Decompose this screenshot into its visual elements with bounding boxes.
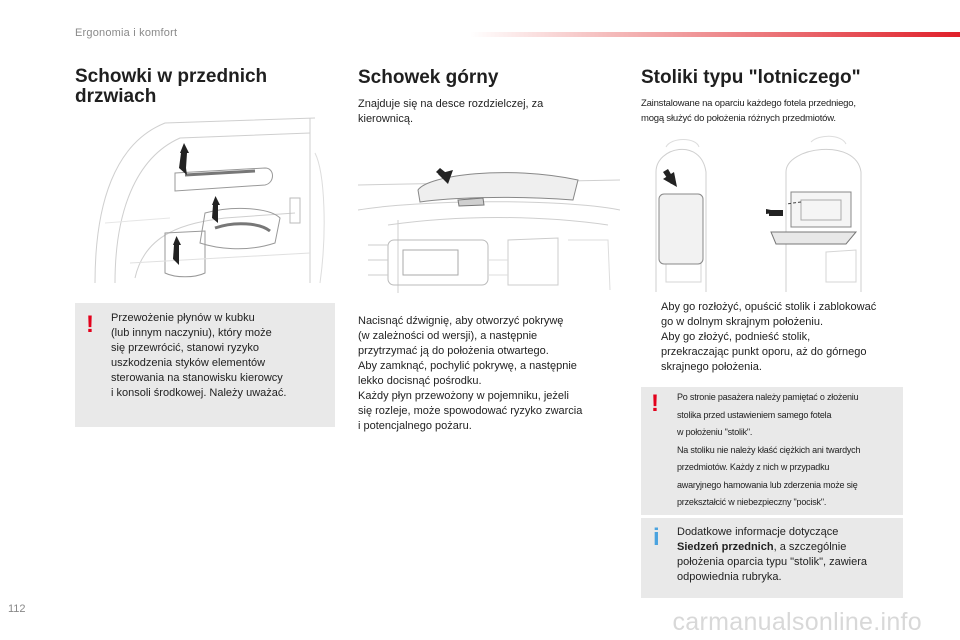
text-line: Aby zamknąć, pochylić pokrywę, a następnie <box>358 360 577 372</box>
upper-storage-title: Schowek górny <box>358 67 499 88</box>
front-seats-info-box <box>641 518 903 598</box>
text-fragment: , a szczególnie <box>773 541 847 553</box>
text-line: Aby go złożyć, podnieść stolik, <box>661 331 811 343</box>
text-line: Na stoliku nie należy kłaść ciężkich ani twardych <box>677 444 861 455</box>
table-instructions-list <box>641 300 911 375</box>
text-line: się rozleje, może spowodować ryzyko zwarcia <box>358 405 583 417</box>
door-storage-illustration <box>75 113 335 291</box>
bullet-icon <box>641 330 661 375</box>
text-line: Znajduje się na desce rozdzielczej, za <box>358 98 544 110</box>
text-line: (w zależności od wersji), a następnie <box>358 330 538 342</box>
seat-table-illustration <box>641 132 903 294</box>
text-line: kierownicą. <box>358 113 414 125</box>
warning-icon: ! <box>86 311 94 338</box>
warning-icon: ! <box>651 390 659 417</box>
info-icon: i <box>653 524 660 551</box>
header-accent-bar <box>470 32 960 37</box>
upper-storage-instructions <box>358 314 620 434</box>
text-line: i potencjalnego pożaru. <box>358 420 472 432</box>
text-line: Po stronie pasażera należy pamiętać o złożeniu <box>677 392 859 402</box>
section-header: Ergonomia i komfort <box>75 27 178 39</box>
passenger-table-warning-text <box>677 389 899 512</box>
text-line: Każdy płyn przewożony w pojemniku, jeżeli <box>358 390 569 402</box>
bullet-icon <box>641 300 661 330</box>
text-line: Dodatkowe informacje dotyczące <box>677 526 839 538</box>
text-line: przekraczając punkt oporu, aż do górnego <box>661 346 867 358</box>
upper-storage-intro <box>358 97 620 127</box>
door-storage-title: Schowki w przednich drzwiach <box>75 66 268 107</box>
text-line <box>677 540 899 555</box>
text-line: i konsoli środkowej. Należy uważać. <box>111 387 287 399</box>
text-line: przekształcić w niebezpieczny "pocisk". <box>677 497 827 507</box>
passenger-table-warning-box <box>641 387 903 515</box>
text-line: skrajnego położenia. <box>661 361 762 373</box>
list-item <box>641 300 911 330</box>
page-number: 112 <box>8 603 26 615</box>
text-line: mogą służyć do położenia różnych przedmiotów. <box>641 113 836 124</box>
watermark: carmanualsonline.info <box>672 608 922 636</box>
seats-link-text: Siedzeń przednich <box>677 541 774 553</box>
text-line: Przewożenie płynów w kubku <box>111 312 255 324</box>
text-line: uszkodzenia styków elementów <box>111 357 266 369</box>
fluid-warning-text <box>111 311 331 401</box>
text-line: położenia oparcia typu "stolik", zawiera <box>677 556 868 568</box>
text-line: stolika przed ustawieniem samego fotela <box>677 409 832 420</box>
airline-tables-title: Stoliki typu "lotniczego" <box>641 67 861 88</box>
text-line: sterowania na stanowisku kierowcy <box>111 372 283 384</box>
list-item <box>641 330 911 375</box>
text-line: się przewrócić, stanowi ryzyko <box>111 342 259 354</box>
text-line: Zainstalowane na oparciu każdego fotela przedniego, <box>641 98 856 109</box>
text-line: Nacisnąć dźwignię, aby otworzyć pokrywę <box>358 315 564 327</box>
text-line: odpowiednia rubryka. <box>677 571 782 583</box>
text-line: lekko docisnąć pośrodku. <box>358 375 482 387</box>
text-line: go w dolnym skrajnym położeniu. <box>661 316 824 328</box>
airline-tables-intro <box>641 96 911 126</box>
text-line: awaryjnego hamowania lub zderzenia może się <box>677 479 858 490</box>
text-line: w położeniu "stolik". <box>677 427 753 437</box>
text-line: przedmiotów. Każdy z nich w przypadku <box>677 462 830 472</box>
front-seats-info-text <box>677 525 899 585</box>
text-line: (lub innym naczyniu), który może <box>111 327 272 339</box>
text-line: przytrzymać ją do położenia otwartego. <box>358 345 549 357</box>
text-line: Aby go rozłożyć, opuścić stolik i zablokować <box>661 301 877 313</box>
dashboard-storage-illustration <box>358 150 620 293</box>
fluid-warning-box <box>75 303 335 427</box>
